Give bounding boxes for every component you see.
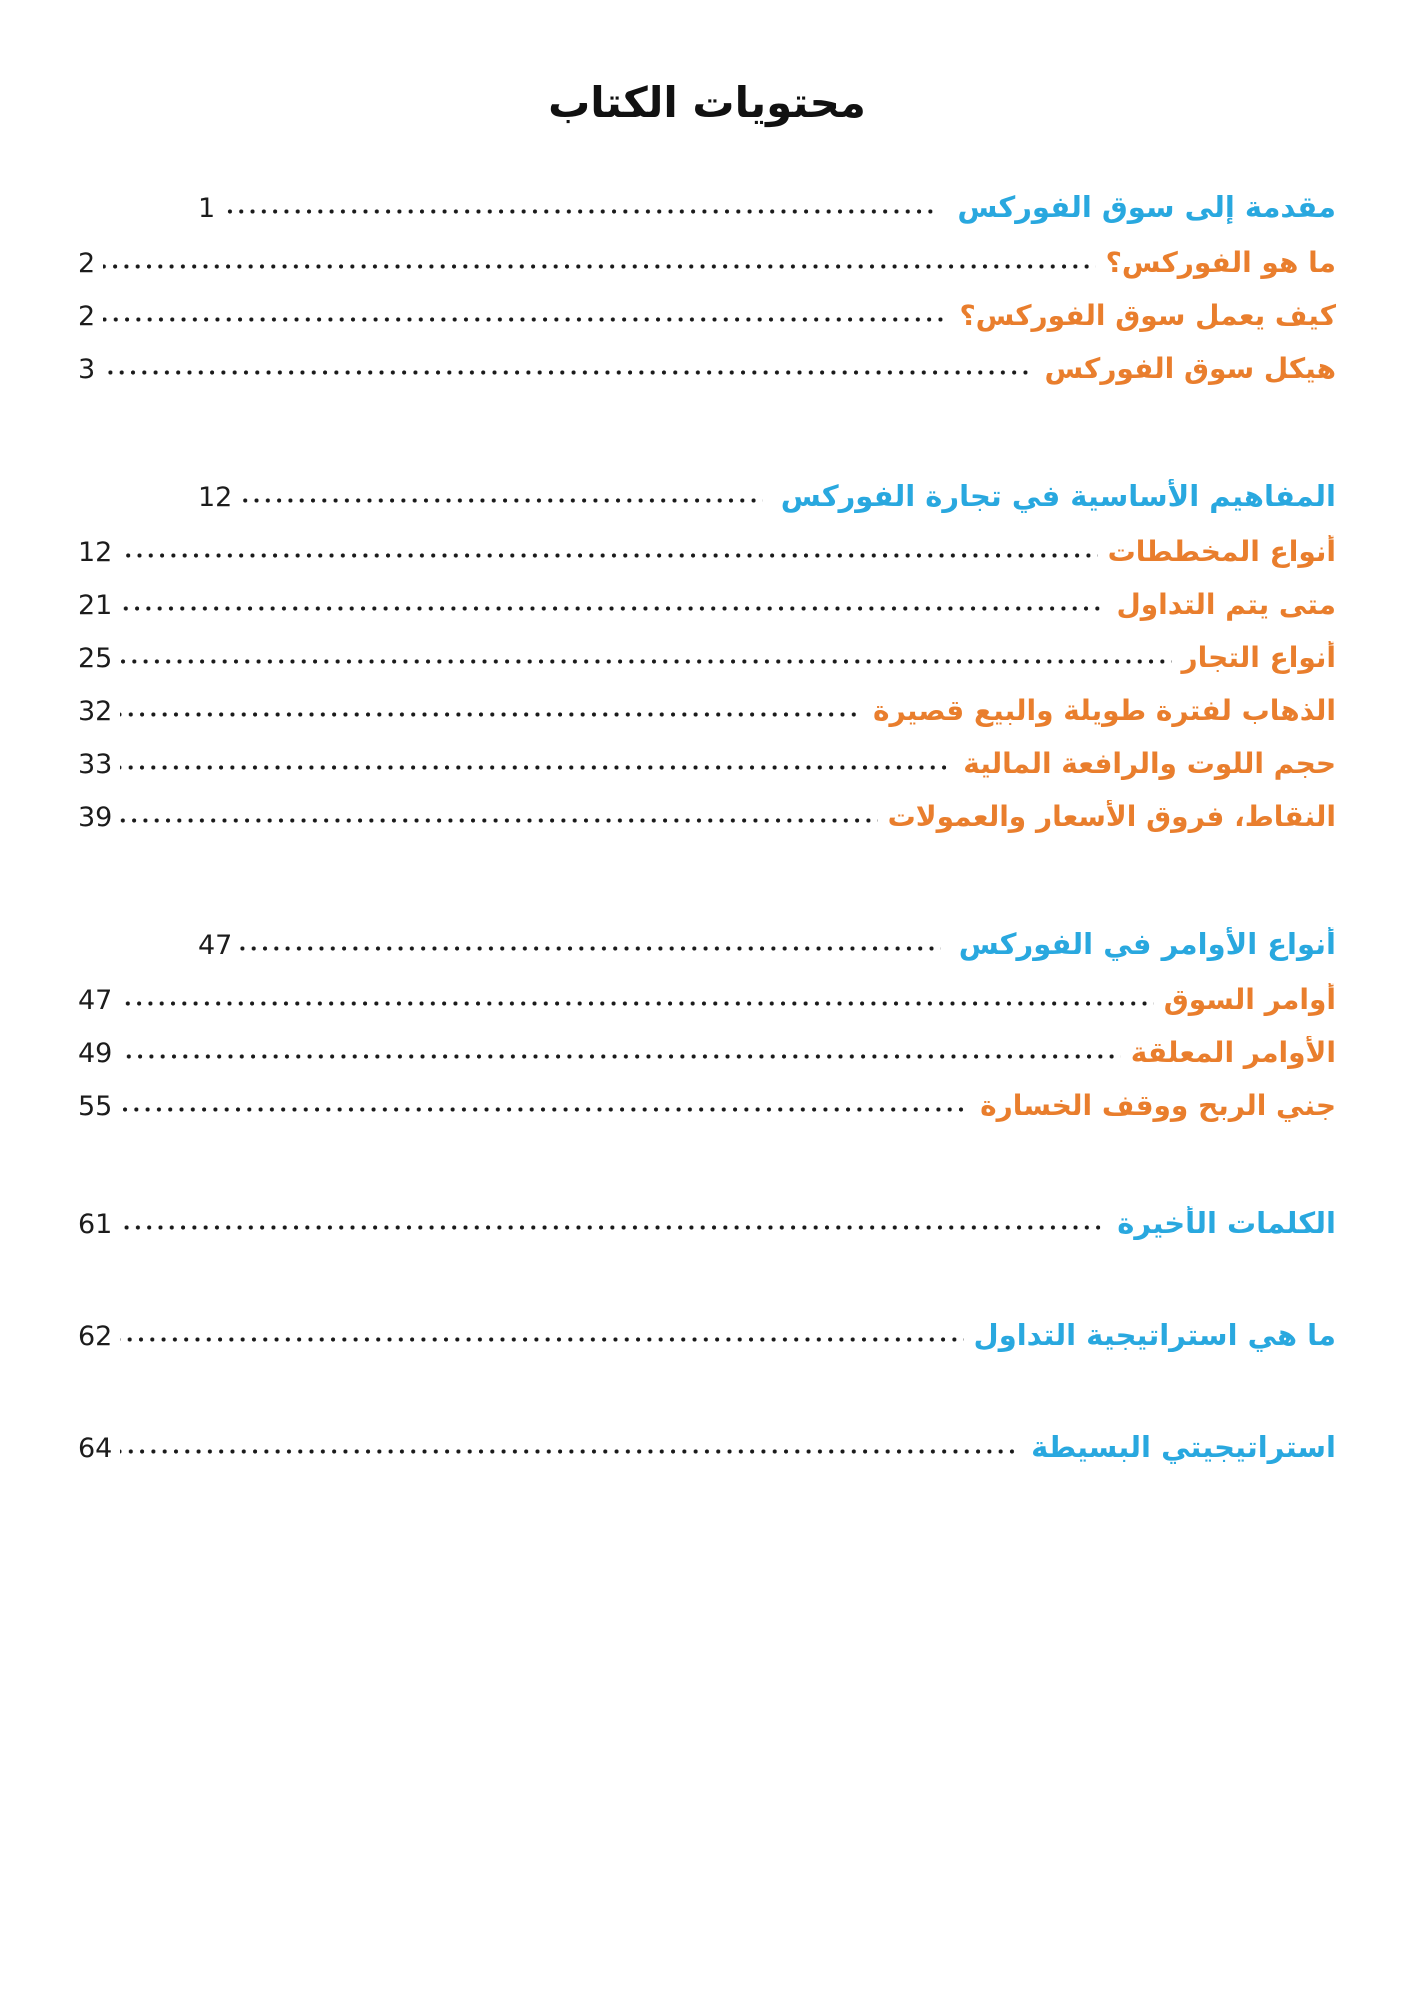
toc-entry[interactable] <box>78 1089 1336 1122</box>
toc-group <box>78 1430 1336 1464</box>
toc-entry-page-number: 61 <box>78 1209 113 1241</box>
toc-entry[interactable] <box>78 641 1336 674</box>
toc-entry[interactable] <box>78 246 1336 279</box>
toc-entry[interactable] <box>78 983 1336 1016</box>
toc-group-gap <box>78 1372 1336 1430</box>
toc-group <box>78 1206 1336 1240</box>
toc-entry[interactable] <box>78 1318 1336 1352</box>
toc-group <box>78 927 1336 1122</box>
toc-entry-label: مقدمة إلى سوق الفوركس <box>957 190 1336 225</box>
toc-entry-page-number: 39 <box>78 802 113 834</box>
toc-leader-dots <box>103 256 1095 272</box>
toc-group <box>78 1318 1336 1352</box>
toc-entry-label: أنواع الأوامر في الفوركس <box>958 927 1336 962</box>
toc-group-gap <box>78 1142 1336 1206</box>
toc-leader-dots <box>240 938 940 954</box>
toc-entry-label: الأوامر المعلقة <box>1130 1036 1336 1070</box>
toc-leader-dots <box>120 993 1153 1009</box>
toc-entry[interactable] <box>78 588 1336 621</box>
toc-leader-dots <box>120 651 1171 667</box>
toc-entry-label: ما هو الفوركس؟ <box>1105 246 1336 280</box>
toc-entry-page-number: 2 <box>78 301 96 333</box>
toc-entry-page-number: 21 <box>78 590 113 622</box>
toc-group-gap <box>78 405 1336 479</box>
toc-entry-label: أنواع التجار <box>1181 641 1336 675</box>
toc-entry-label: أوامر السوق <box>1163 983 1336 1017</box>
toc-entry-page-number: 47 <box>198 930 233 962</box>
toc-entry-label: ما هي استراتيجية التداول <box>973 1318 1336 1353</box>
toc-entry[interactable] <box>78 479 1336 513</box>
toc-entry-page-number: 49 <box>78 1038 113 1070</box>
toc-entry[interactable] <box>78 190 1336 224</box>
toc-entry-page-number: 3 <box>78 354 96 386</box>
toc-entry-page-number: 12 <box>78 537 113 569</box>
toc-leader-dots <box>120 1099 970 1115</box>
toc-entry-page-number: 47 <box>78 985 113 1017</box>
toc-entry-page-number: 62 <box>78 1321 113 1353</box>
toc-leader-dots <box>120 545 1097 561</box>
toc-entry-label: المفاهيم الأساسية في تجارة الفوركس <box>780 479 1336 514</box>
toc-group-gap <box>78 1260 1336 1318</box>
toc-entry-label: الكلمات الأخيرة <box>1117 1206 1336 1241</box>
toc-entry-page-number: 55 <box>78 1091 113 1123</box>
toc-entry[interactable] <box>78 694 1336 727</box>
toc-entry-label: حجم اللوت والرافعة المالية <box>963 747 1336 781</box>
toc-group <box>78 190 1336 385</box>
toc-entry-label: كيف يعمل سوق الفوركس؟ <box>959 299 1336 333</box>
toc-entry[interactable] <box>78 1036 1336 1069</box>
toc-leader-dots <box>120 1217 1107 1233</box>
toc-group <box>78 479 1336 833</box>
toc-leader-dots <box>120 1046 1120 1062</box>
toc-entry-page-number: 2 <box>78 248 96 280</box>
toc-leader-dots <box>120 598 1106 614</box>
toc-leader-dots <box>120 1441 1021 1457</box>
toc-leader-dots <box>120 704 863 720</box>
toc-entry-page-number: 64 <box>78 1433 113 1465</box>
toc-group-gap <box>78 853 1336 927</box>
toc-entry[interactable] <box>78 927 1336 961</box>
toc-entry[interactable] <box>78 800 1336 833</box>
toc-entry-page-number: 25 <box>78 643 113 675</box>
toc-entry-label: أنواع المخططات <box>1107 535 1336 569</box>
toc-entry[interactable] <box>78 1430 1336 1464</box>
toc-entry-label: جني الربح ووقف الخسارة <box>980 1089 1336 1123</box>
toc-entry[interactable] <box>78 747 1336 780</box>
toc-entry-page-number: 32 <box>78 696 113 728</box>
toc-leader-dots <box>103 362 1034 378</box>
table-of-contents <box>78 190 1336 1464</box>
toc-entry[interactable] <box>78 352 1336 385</box>
toc-entry-page-number: 33 <box>78 749 113 781</box>
toc-entry-label: الذهاب لفترة طويلة والبيع قصيرة <box>872 694 1336 728</box>
toc-entry-label: هيكل سوق الفوركس <box>1044 352 1336 386</box>
toc-entry[interactable] <box>78 299 1336 332</box>
toc-leader-dots <box>120 757 953 773</box>
page-title: محتويات الكتاب <box>548 78 866 127</box>
toc-entry[interactable] <box>78 1206 1336 1240</box>
toc-leader-dots <box>223 201 939 217</box>
toc-entry-page-number: 12 <box>198 482 233 514</box>
toc-leader-dots <box>120 1329 963 1345</box>
toc-entry-label: النقاط، فروق الأسعار والعمولات <box>887 800 1336 834</box>
toc-entry[interactable] <box>78 535 1336 568</box>
toc-entry-page-number: 1 <box>198 193 216 225</box>
toc-leader-dots <box>120 810 877 826</box>
toc-entry-label: متى يتم التداول <box>1116 588 1336 622</box>
toc-leader-dots <box>240 490 762 506</box>
toc-entry-label: استراتيجيتي البسيطة <box>1031 1430 1336 1465</box>
toc-leader-dots <box>103 309 949 325</box>
